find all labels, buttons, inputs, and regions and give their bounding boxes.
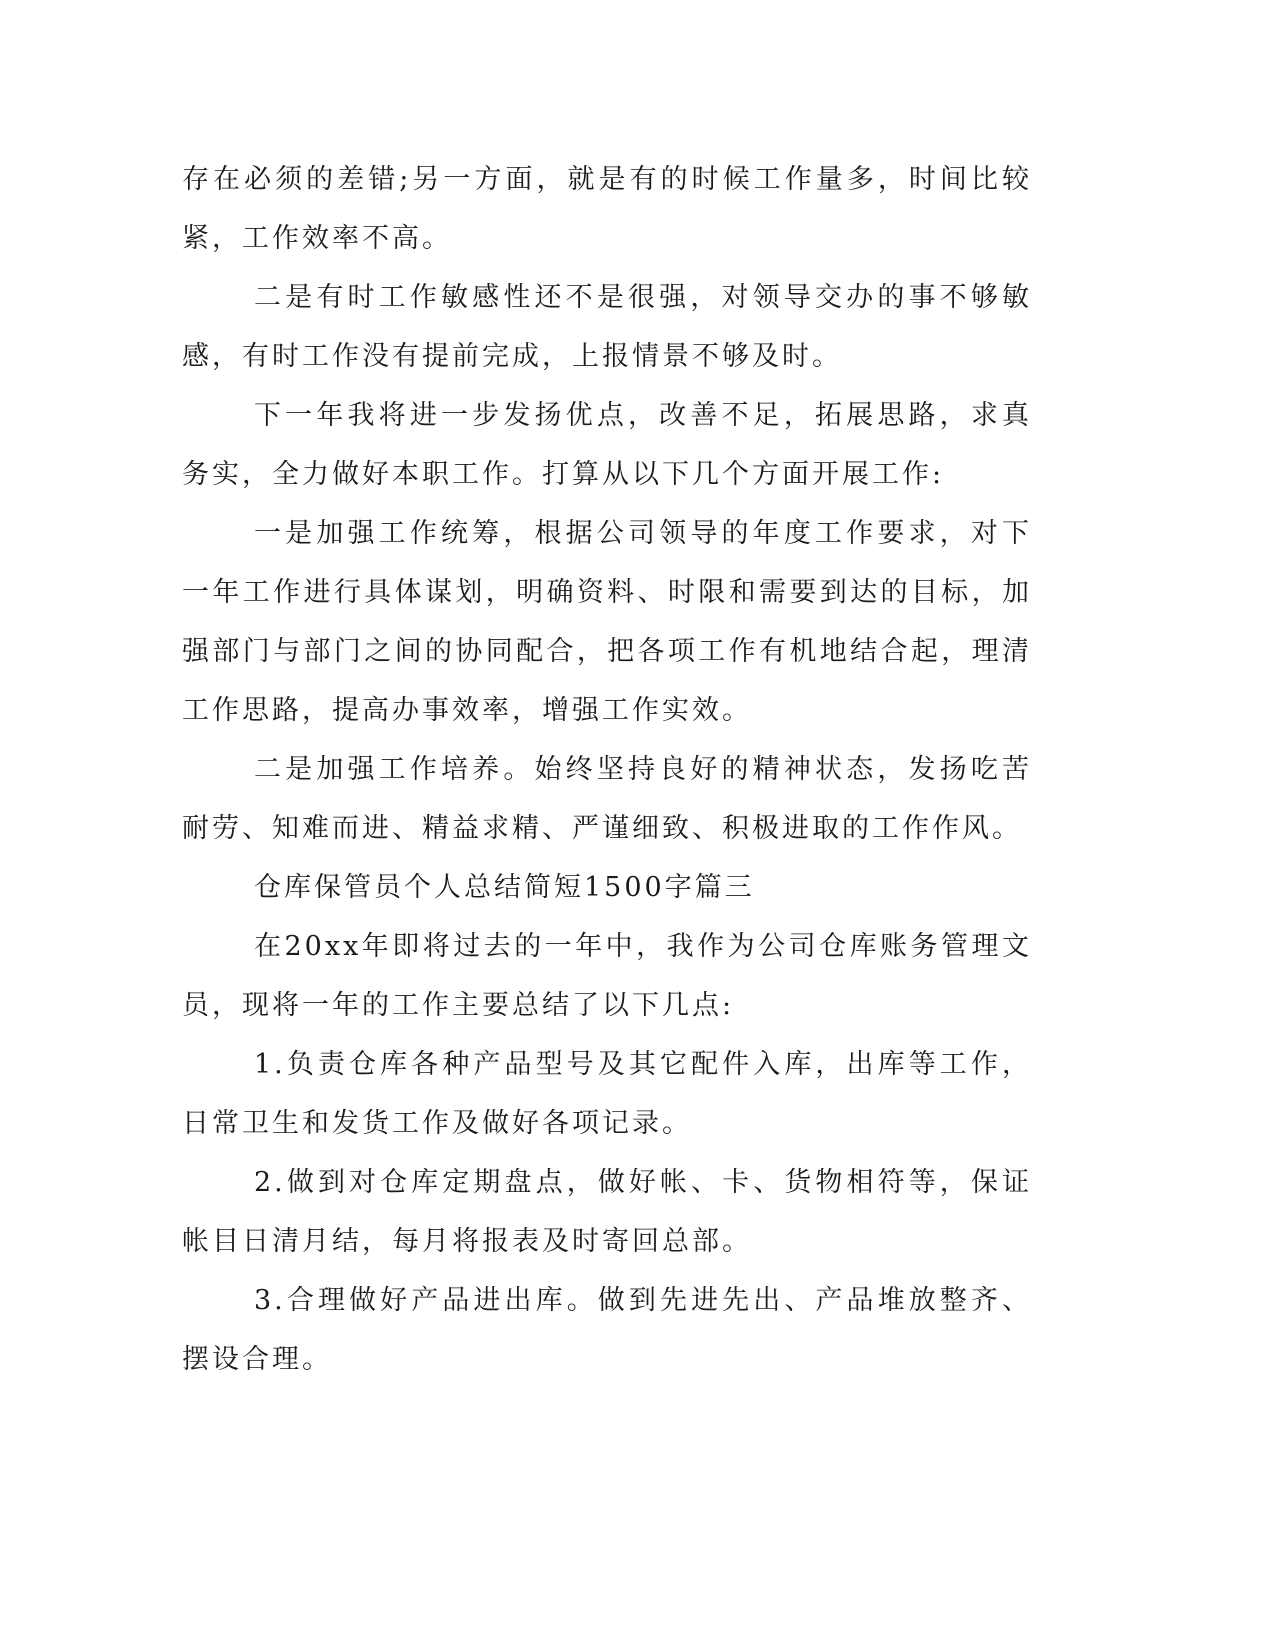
list-item-1: 1.负责仓库各种产品型号及其它配件入库，出库等工作，日常卫生和发货工作及做好各项记录。 bbox=[182, 1049, 1032, 1139]
paragraph-2: 二是有时工作敏感性还不是很强，对领导交办的事不够敏感，有时工作没有提前完成，上报情景不够及时。 bbox=[182, 282, 1032, 372]
paragraph-4: 一是加强工作统筹，根据公司领导的年度工作要求，对下一年工作进行具体谋划，明确资料、时限和需要到达的目标，加强部门与部门之间的协同配合，把各项工作有机地结合起，理清工作思路，提高办事效率，增强工作实效。 bbox=[182, 518, 1032, 726]
section-heading: 仓库保管员个人总结简短1500字篇三 bbox=[254, 872, 755, 903]
paragraph-1: 存在必须的差错;另一方面，就是有的时候工作量多，时间比较紧，工作效率不高。 bbox=[182, 164, 1032, 254]
list-item-2: 2.做到对仓库定期盘点，做好帐、卡、货物相符等，保证帐目日清月结，每月将报表及时寄回总部。 bbox=[182, 1167, 1032, 1257]
paragraph-3: 下一年我将进一步发扬优点，改善不足，拓展思路，求真务实，全力做好本职工作。打算从以下几个方面开展工作: bbox=[182, 400, 1032, 490]
document-body bbox=[182, 150, 1032, 1389]
list-item-3: 3.合理做好产品进出库。做到先进先出、产品堆放整齐、摆设合理。 bbox=[182, 1285, 1032, 1375]
paragraph-5: 二是加强工作培养。始终坚持良好的精神状态，发扬吃苦耐劳、知难而进、精益求精、严谨细致、积极进取的工作作风。 bbox=[182, 754, 1032, 844]
paragraph-7: 在20xx年即将过去的一年中，我作为公司仓库账务管理文员，现将一年的工作主要总结了以下几点: bbox=[182, 931, 1032, 1021]
